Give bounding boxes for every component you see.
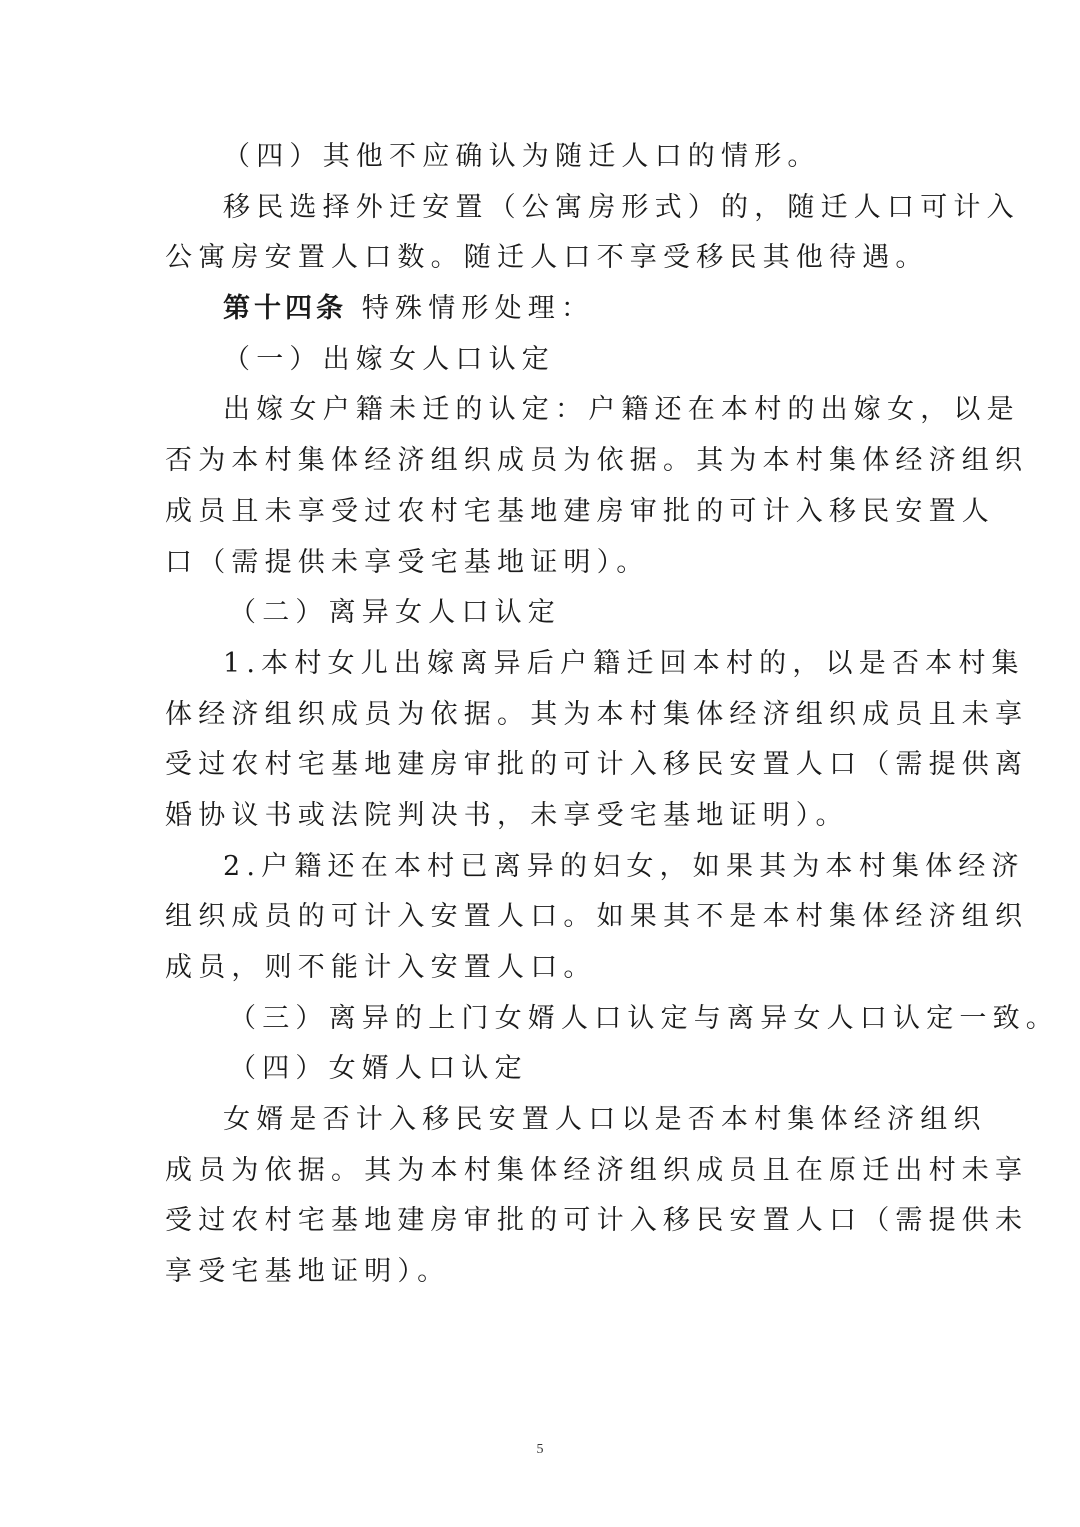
document-body bbox=[165, 132, 1059, 1298]
paragraph-line: 成员为依据。其为本村集体经济组织成员且在原迁出村未享 bbox=[165, 1154, 1029, 1186]
paragraph-line: （二）离异女人口认定 bbox=[229, 597, 561, 629]
article-heading bbox=[165, 284, 925, 335]
page-number: 5 bbox=[536, 1442, 544, 1457]
paragraph-line: （四）女婿人口认定 bbox=[229, 1053, 528, 1085]
paragraph-line: 体经济组织成员为依据。其为本村集体经济组织成员且未享 bbox=[165, 698, 1029, 730]
paragraph-line: 受过农村宅基地建房审批的可计入移民安置人口（需提供离 bbox=[165, 749, 1029, 781]
paragraph-line: 否为本村集体经济组织成员为依据。其为本村集体经济组织 bbox=[165, 445, 1029, 477]
paragraph-line: 公寓房安置人口数。随迁人口不享受移民其他待遇。 bbox=[165, 242, 929, 274]
paragraph-line: （三）离异的上门女婿人口认定与离异女人口认定一致。 bbox=[229, 1002, 1059, 1034]
paragraph-line: 享受宅基地证明）。 bbox=[165, 1256, 451, 1288]
paragraph-line: 女婿是否计入移民安置人口以是否本村集体经济组织 bbox=[223, 1104, 987, 1136]
article-number: 第十四条 bbox=[223, 293, 347, 325]
paragraph-line: 出嫁女户籍未迁的认定：户籍还在本村的出嫁女，以是 bbox=[223, 394, 1020, 426]
paragraph-line: （一）出嫁女人口认定 bbox=[223, 343, 555, 375]
paragraph-line: 2.户籍还在本村已离异的妇女，如果其为本村集体经济 bbox=[223, 850, 1025, 882]
paragraph-line: 受过农村宅基地建房审批的可计入移民安置人口（需提供未 bbox=[165, 1205, 1029, 1237]
article-title: 特殊情形处理： bbox=[361, 293, 595, 325]
paragraph-line: 口（需提供未享受宅基地证明）。 bbox=[165, 546, 650, 578]
paragraph-line: 成员，则不能计入安置人口。 bbox=[165, 952, 597, 983]
paragraph-line: 1.本村女儿出嫁离异后户籍迁回本村的，以是否本村集 bbox=[223, 647, 1025, 679]
paragraph-line: 组织成员的可计入安置人口。如果其不是本村集体经济组织 bbox=[165, 901, 1029, 933]
paragraph-line: 成员且未享受过农村宅基地建房审批的可计入移民安置人 bbox=[165, 495, 995, 527]
paragraph-line: 婚协议书或法院判决书，未享受宅基地证明）。 bbox=[165, 799, 849, 831]
paragraph-line: （四）其他不应确认为随迁人口的情形。 bbox=[223, 141, 821, 172]
paragraph-line: 移民选择外迁安置（公寓房形式）的，随迁人口可计入 bbox=[223, 191, 1020, 223]
